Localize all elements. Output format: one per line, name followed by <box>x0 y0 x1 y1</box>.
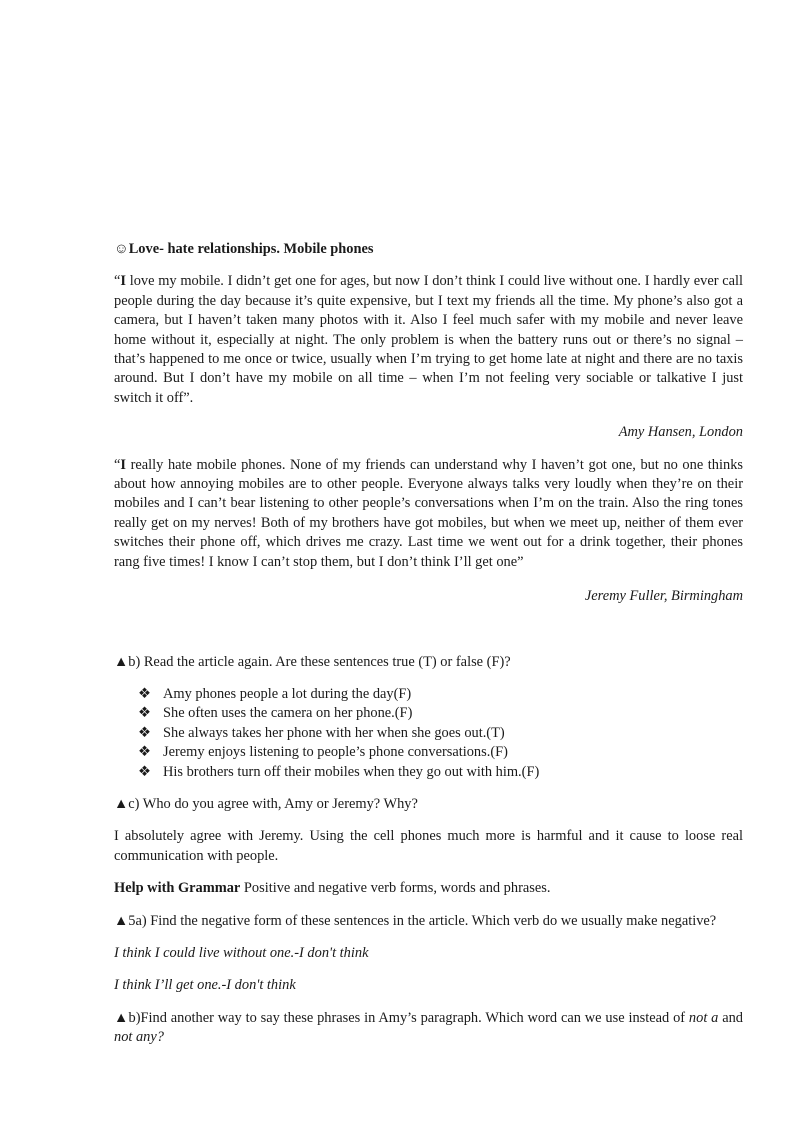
amy-first-letter: I <box>120 273 126 290</box>
diamond-bullet-icon: ❖ <box>138 705 151 722</box>
grammar-heading <box>114 879 743 898</box>
grammar-heading-bold: Help with Grammar <box>114 880 241 897</box>
article-title <box>114 240 743 259</box>
amy-text: love my mobile. I didn’t get one for ages, but now I don’t think I could live without one. I hardly ever call people during the day because it’s quite expensive, but I text my friends all the time. My phone’s also got a camera, but I haven’t taken many photos with it. Also I feel much safer with my mobile and never leave home without it, especially at night. The only problem is when the battery runs out or there’s no signal – that’s happened to me once or twice, usually when I’m trying to get home late at night and there are no taxis around. But I don’t have my mobile on all time – when I’m not feeling very sociable or talkative I just switch it off”. <box>114 273 743 406</box>
document-content <box>114 240 743 1048</box>
list-item <box>138 763 743 782</box>
list-item-text: She often uses the camera on her phone.(F) <box>163 705 413 722</box>
question-b <box>114 653 743 672</box>
diamond-bullet-icon: ❖ <box>138 763 151 780</box>
question-5a-answer-2: I think I’ll get one.-I don't think <box>114 977 296 994</box>
question-5b-italic-b: not any? <box>114 1029 164 1046</box>
question-c-text: c) Who do you agree with, Amy or Jeremy? Why? <box>128 795 418 812</box>
diamond-bullet-icon: ❖ <box>138 685 151 702</box>
jeremy-paragraph <box>114 456 743 572</box>
question-c <box>114 795 743 814</box>
jeremy-first-letter: I <box>120 456 126 473</box>
jeremy-signature: Jeremy Fuller, Birmingham <box>584 588 743 605</box>
triangle-icon: ▲ <box>114 912 129 929</box>
question-5b-italic-a: not a <box>688 1009 719 1026</box>
triangle-icon: ▲ <box>114 795 129 812</box>
question-5a-answer-1: I think I could live without one.-I don't think <box>114 944 369 961</box>
diamond-bullet-icon: ❖ <box>138 724 151 741</box>
question-5b-text-b: and <box>718 1009 744 1026</box>
amy-signature: Amy Hansen, London <box>618 424 743 441</box>
list-item-text: Amy phones people a lot during the day(F) <box>163 685 412 702</box>
article-title-text: Love- hate relationships. Mobile phones <box>128 241 374 257</box>
list-item <box>138 685 743 704</box>
list-item-text: Jeremy enjoys listening to people’s phone conversations.(F) <box>163 744 508 761</box>
question-5a <box>114 912 743 931</box>
list-item-text: His brothers turn off their mobiles when they go out with him.(F) <box>163 763 540 780</box>
triangle-icon: ▲ <box>114 1009 129 1026</box>
list-item <box>138 743 743 762</box>
triangle-icon: ▲ <box>114 653 129 670</box>
question-5b-text-a: b)Find another way to say these phrases in Amy’s paragraph. Which word can we use instead of <box>128 1009 689 1026</box>
list-item-text: She always takes her phone with her when she goes out.(T) <box>163 724 505 741</box>
amy-open-quote: “ <box>114 273 121 290</box>
jeremy-text: really hate mobile phones. None of my friends can understand why I haven’t got one, but no one thinks about how annoying mobiles are to other people. Everyone always talks very loudly when they’re on their mobiles and I can’t bear listening to other people’s conversations when I’m on the train. Also the ring tones really get on my nerves! Both of my brothers have got mobiles, but when we meet up, neither of them ever switches their phone off, which drives me crazy. Last time we went out for a drink together, their phones rang five times! I know I can’t stop them, but I don’t think I’ll get one” <box>114 456 743 570</box>
question-5a-text: 5a) Find the negative form of these sentences in the article. Which verb do we usually make negative? <box>128 912 717 929</box>
jeremy-open-quote: “ <box>114 456 121 473</box>
question-c-answer: I absolutely agree with Jeremy. Using the cell phones much more is harmful and it cause to loose real communication with people. <box>114 828 743 864</box>
list-item <box>138 724 743 743</box>
list-item <box>138 704 743 723</box>
question-b-text: b) Read the article again. Are these sentences true (T) or false (F)? <box>128 653 511 670</box>
question-5b <box>114 1009 743 1048</box>
grammar-heading-rest: Positive and negative verb forms, words and phrases. <box>240 880 551 897</box>
amy-paragraph <box>114 272 743 408</box>
diamond-bullet-icon: ❖ <box>138 744 151 761</box>
true-false-list <box>114 685 743 782</box>
smiley-icon: ☺ <box>114 241 129 257</box>
